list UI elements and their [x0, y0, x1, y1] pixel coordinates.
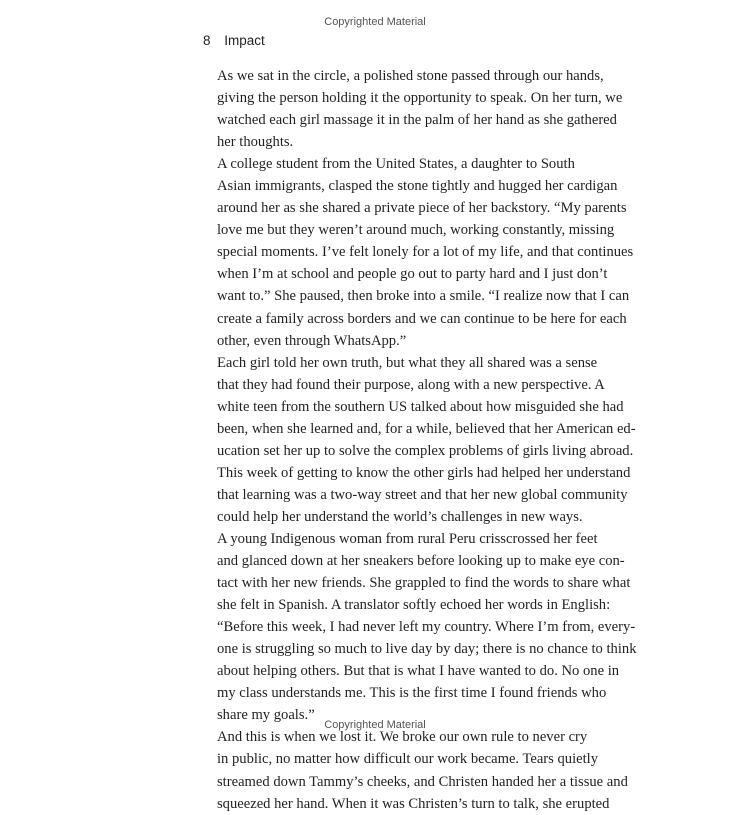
text-line: giving the person holding it the opportunity to speak. On her turn, we	[217, 90, 623, 107]
paragraph	[203, 352, 636, 528]
text-line: that learning was a two-way street and that her new global community	[217, 486, 628, 503]
text-line: As we sat in the circle, a polished stone passed through our hands,	[217, 68, 604, 84]
text-line: create a family across borders and we can continue to be here for each	[217, 310, 627, 327]
book-title: Impact	[224, 33, 265, 48]
text-line: when I’m at school and people go out to party hard and I just don’t	[217, 266, 608, 283]
text-line: about helping others. But that is what I have wanted to do. No one in	[217, 663, 620, 680]
text-line: squeezed her hand. When it was Christen’s turn to talk, she erupted	[217, 795, 610, 812]
text-line: been, when she learned and, for a while, believed that her American ed-	[217, 420, 636, 437]
text-line: Asian immigrants, clasped the stone tightly and hugged her cardigan	[217, 178, 618, 195]
body-text	[203, 65, 637, 815]
text-line: her thoughts.	[217, 134, 294, 151]
text-line: that they had found their purpose, along with a new perspective. A	[217, 376, 605, 393]
text-line: love me but they weren’t around much, working constantly, missing	[217, 222, 615, 239]
copyright-watermark-bottom: Copyrighted Material	[324, 719, 426, 731]
text-line: in public, no matter how difficult our work became. Tears quietly	[217, 751, 599, 768]
text-line: special moments. I’ve felt lonely for a lot of my life, and that continues	[217, 244, 634, 261]
paragraph	[203, 65, 623, 153]
text-line: could help her understand the world’s challenges in new ways.	[217, 508, 583, 525]
text-line: Each girl told her own truth, but what they all shared was a sense	[217, 354, 598, 371]
text-line: And this is when we lost it. We broke our own rule to never cry	[217, 729, 588, 746]
text-line: other, even through WhatsApp.”	[217, 332, 407, 349]
page-number: 8	[203, 33, 211, 48]
text-line: “Before this week, I had never left my country. Where I’m from, every-	[217, 619, 636, 636]
paragraph	[203, 528, 637, 726]
paragraph	[203, 153, 634, 351]
text-line: she felt in Spanish. A translator softly echoed her words in English:	[217, 597, 611, 614]
text-line: share my goals.”	[217, 707, 315, 724]
text-line: white teen from the southern US talked about how misguided she had	[217, 398, 624, 415]
text-line: This week of getting to know the other girls had helped her understand	[217, 464, 631, 481]
text-line: watched each girl massage it in the palm of her hand as she gathered	[217, 112, 617, 129]
text-line: ucation set her up to solve the complex problems of girls living abroad.	[217, 442, 634, 459]
text-line: and glanced down at her sneakers before looking up to make eye con-	[217, 553, 625, 570]
copyright-watermark-top: Copyrighted Material	[324, 16, 426, 28]
text-line: A young Indigenous woman from rural Peru crisscrossed her feet	[217, 530, 598, 547]
text-line: around her as she shared a private piece of her backstory. “My parents	[217, 200, 627, 217]
text-line: want to.” She paused, then broke into a smile. “I realize now that I can	[217, 288, 630, 305]
paragraph	[203, 726, 628, 814]
running-head	[203, 33, 265, 48]
text-line: my class understands me. This is the first time I found friends who	[217, 685, 607, 702]
text-line: streamed down Tammy’s cheeks, and Christen handed her a tissue and	[217, 773, 628, 790]
text-line: A college student from the United States, a daughter to South	[217, 156, 575, 173]
text-line: tact with her new friends. She grappled to find the words to share what	[217, 575, 631, 592]
text-line: one is struggling so much to live day by day; there is no chance to think	[217, 641, 637, 658]
